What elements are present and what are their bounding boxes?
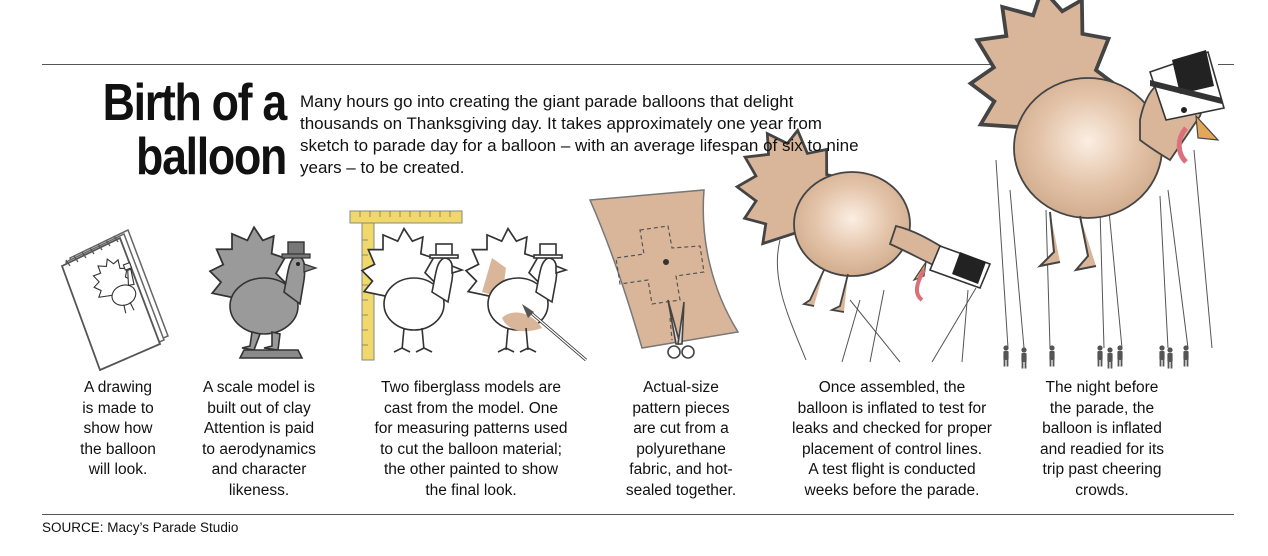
caption-line: the balloon [80, 440, 156, 458]
caption-line: polyurethane [636, 440, 726, 458]
caption-line: balloon is inflated [1042, 420, 1162, 437]
intro-text: Many hours go into creating the giant parade balloons that delight thousands on Thanksgiving day. It takes approximately one year from sketch to parade day for a balloon – with an average lifespan of six to nine years – to be created. [300, 92, 859, 177]
caption-line: and readied for its [1039, 440, 1165, 458]
caption-line: to cut the balloon material; [380, 440, 562, 458]
caption-line: will look. [88, 461, 148, 478]
step-2-caption [184, 378, 334, 501]
clay-model-icon [210, 227, 316, 358]
parade-balloon-icon [959, 0, 1224, 368]
caption-line: to aerodynamics [202, 440, 316, 458]
caption-line: fabric, and hot- [629, 461, 733, 478]
caption-line: the other painted to show [383, 461, 559, 478]
step-5-caption [776, 378, 1008, 501]
caption-line: weeks before the parade. [804, 481, 980, 499]
step-3-caption [356, 378, 586, 501]
caption-line: is made to [82, 399, 154, 417]
caption-line: crowds. [1075, 481, 1129, 499]
caption-line: Once assembled, the [818, 379, 966, 396]
caption-line: A test flight is conducted [808, 461, 976, 478]
caption-line: for measuring patterns used [374, 420, 568, 437]
handlers-icon [1003, 345, 1188, 368]
caption-line: Attention is paid [203, 420, 315, 437]
caption-line: likeness. [228, 481, 290, 499]
caption-line: placement of control lines. [801, 440, 983, 458]
caption-line: leaks and checked for proper [792, 420, 992, 437]
fiberglass-models-icon [350, 211, 586, 360]
caption-line: cast from the model. One [383, 399, 559, 417]
title-line-1: Birth of a [102, 74, 287, 132]
caption-line: The night before [1045, 379, 1159, 396]
caption-line: balloon is inflated to test for [797, 399, 987, 417]
caption-line: the parade, the [1049, 399, 1155, 417]
caption-line: the final look. [425, 481, 517, 499]
page-title [92, 76, 286, 184]
caption-line: Actual-size [643, 379, 719, 396]
sketchpad-icon [62, 230, 168, 370]
pattern-fabric-icon [590, 190, 738, 358]
title-line-2: balloon [136, 128, 286, 186]
caption-line: built out of clay [207, 399, 311, 417]
caption-line: A scale model is [203, 379, 315, 396]
caption-line: Two fiberglass models are [380, 379, 562, 396]
caption-line: A drawing [83, 379, 153, 396]
caption-line: and character [211, 461, 307, 478]
caption-line: trip past cheering [1042, 461, 1162, 478]
step-4-caption [606, 378, 756, 501]
caption-line: pattern pieces [632, 399, 730, 417]
caption-line: sealed together. [625, 481, 737, 499]
source-credit: SOURCE: Macy’s Parade Studio [42, 520, 239, 535]
step-1-caption [62, 378, 174, 481]
caption-line: are cut from a [633, 420, 729, 437]
step-6-caption [1022, 378, 1182, 501]
caption-line: show how [83, 420, 153, 437]
